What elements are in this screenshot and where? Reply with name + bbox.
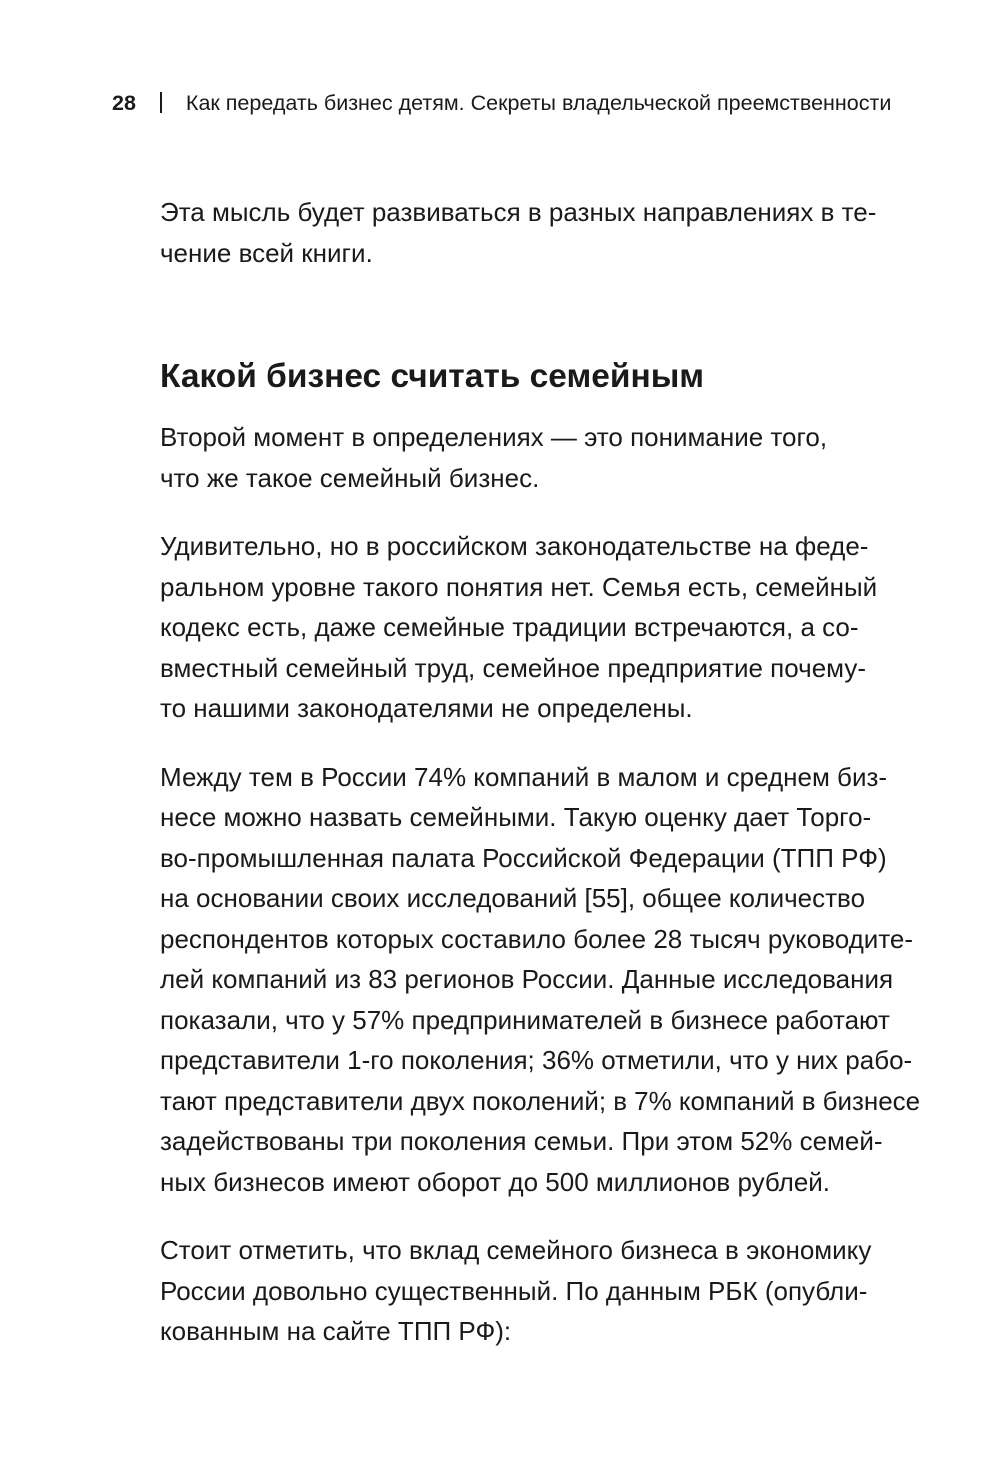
body-paragraph bbox=[160, 526, 920, 729]
text-line: Второй момент в определениях — это понимание того, bbox=[160, 422, 828, 452]
text-line: то нашими законодателями не определены. bbox=[160, 693, 693, 723]
body-paragraph bbox=[160, 1230, 920, 1352]
running-header bbox=[112, 88, 891, 118]
text-line: чение всей книги. bbox=[160, 237, 373, 268]
text-line: России довольно существенный. По данным РБК (опубли- bbox=[160, 1275, 868, 1306]
text-line: Стоит отметить, что вклад семейного бизнеса в экономику bbox=[160, 1235, 872, 1265]
text-line: представители 1-го поколения; 36% отметили, что у них рабо- bbox=[160, 1045, 913, 1075]
text-line: во-промышленная палата Российской Федерации (ТПП РФ) bbox=[160, 842, 887, 873]
text-line: тают представители двух поколений; в 7% компаний в бизнесе bbox=[160, 1085, 921, 1116]
page-body bbox=[160, 192, 920, 1352]
intro-paragraph bbox=[160, 192, 920, 273]
header-separator bbox=[160, 92, 162, 113]
book-title: Как передать бизнес детям. Секреты владельческой преемственности bbox=[185, 91, 892, 115]
text-line: кованным на сайте ТПП РФ): bbox=[160, 1316, 512, 1346]
text-line: Между тем в России 74% компаний в малом и среднем биз- bbox=[160, 761, 888, 792]
body-paragraph bbox=[160, 757, 920, 1203]
text-line: что же такое семейный бизнес. bbox=[160, 462, 540, 493]
text-line: Удивительно, но в российском законодательстве на феде- bbox=[160, 531, 869, 561]
text-line: на основании своих исследований [55], общее количество bbox=[160, 883, 866, 913]
text-line: вместный семейный труд, семейное предприятие почему- bbox=[160, 652, 866, 683]
section-heading: Какой бизнес считать семейным bbox=[160, 358, 705, 395]
body-paragraph bbox=[160, 417, 920, 498]
text-line: ных бизнесов имеют оборот до 500 миллионов рублей. bbox=[160, 1166, 831, 1197]
text-line: Эта мысль будет развиваться в разных направлениях в те- bbox=[160, 197, 877, 227]
text-line: респондентов которых составило более 28 тысяч руководите- bbox=[160, 923, 914, 954]
text-line: показали, что у 57% предпринимателей в бизнесе работают bbox=[160, 1004, 890, 1035]
text-line: кодекс есть, даже семейные традиции встречаются, а со- bbox=[160, 612, 859, 642]
text-line: лей компаний из 83 регионов России. Данные исследования bbox=[160, 964, 894, 994]
text-line: задействованы три поколения семьи. При этом 52% семей- bbox=[160, 1126, 883, 1156]
page-number: 28 bbox=[112, 91, 136, 115]
text-line: ральном уровне такого понятия нет. Семья есть, семейный bbox=[160, 571, 878, 602]
text-line: несе можно назвать семейными. Такую оценку дает Торго- bbox=[160, 802, 872, 832]
